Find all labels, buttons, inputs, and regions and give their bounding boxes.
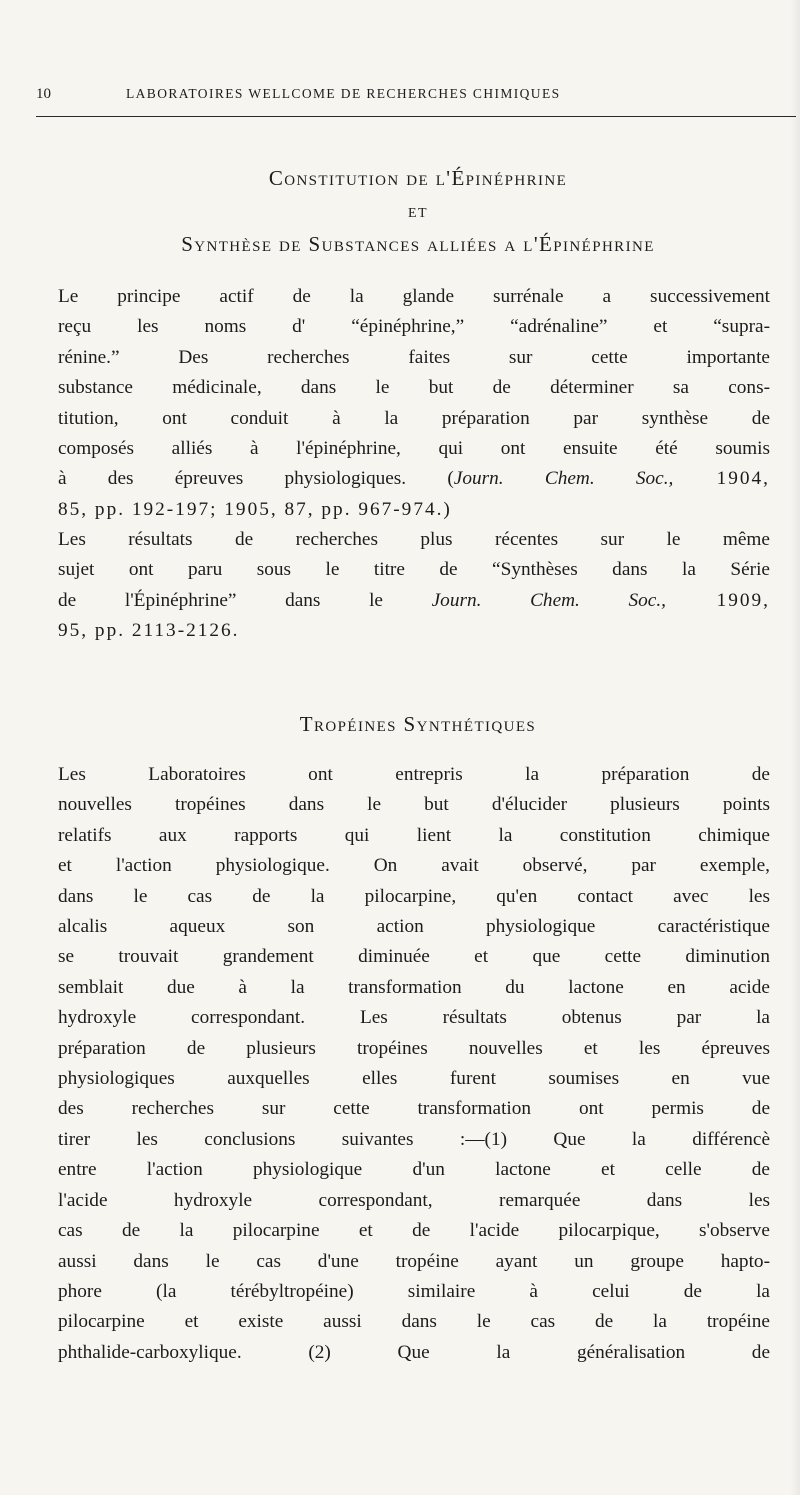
text-fragment: de l'Épinéphrine” dans le (58, 589, 432, 611)
text-line: hydroxyle correspondant. Les résultats obtenus par la (58, 1007, 770, 1029)
text-line: 95, pp. 2113-2126. (58, 620, 240, 642)
text-line: pilocarpine et existe aussi dans le cas de la tropéine (58, 1311, 770, 1333)
text-line: alcalis aqueux son action physiologique caractéristique (58, 916, 770, 938)
paragraph-epinephrine-intro (58, 282, 770, 525)
running-head (36, 86, 766, 103)
text-line: entre l'action physiologique d'un lactone et celle de (58, 1159, 770, 1181)
text-line: semblait due à la transformation du lactone en acide (58, 976, 770, 998)
text-line: Les résultats de recherches plus récentes sur le même (58, 529, 770, 550)
section-title-epinephrine-constitution: Constitution de l'Épinéphrine (268, 166, 568, 190)
text-line: et l'action physiologique. On avait observé, par exemple, (58, 855, 770, 877)
text-line: titution, ont conduit à la préparation par synthèse de (58, 407, 770, 429)
text-line: 85, pp. 192-197; 1905, 87, pp. 967-974.) (58, 498, 452, 520)
text-line: nouvelles tropéines dans le but d'élucider plusieurs points (58, 794, 770, 816)
header-rule (36, 116, 796, 117)
text-line: cas de la pilocarpine et de l'acide pilocarpique, s'observe (58, 1220, 770, 1242)
text-line-with-citation (58, 586, 770, 616)
text-line: l'acide hydroxyle correspondant, remarquée dans les (58, 1189, 770, 1211)
text-line: se trouvait grandement diminuée et que cette diminution (58, 946, 770, 968)
text-line: dans le cas de la pilocarpine, qu'en contact avec les (58, 885, 770, 907)
page-edge-shadow (790, 0, 800, 1495)
text-fragment: à des épreuves physiologiques. ( (58, 468, 454, 490)
text-line: physiologiques auxquelles elles furent soumises en vue (58, 1068, 770, 1090)
text-line: substance médicinale, dans le but de déterminer sa cons- (58, 377, 770, 399)
text-line: tirer les conclusions suivantes :—(1) Que la différencè (58, 1128, 770, 1150)
paragraph-tropeines (58, 760, 770, 1368)
text-line: aussi dans le cas d'une tropéine ayant un groupe hapto- (58, 1250, 770, 1272)
paragraph-epinephrine-recent (58, 525, 770, 647)
text-line: phthalide-carboxylique. (2) Que la généralisation de (58, 1341, 770, 1363)
text-line: préparation de plusieurs tropéines nouvelles et les épreuves (58, 1037, 770, 1059)
text-line: sujet ont paru sous le titre de “Synthèses dans la Série (58, 559, 770, 581)
text-line: relatifs aux rapports qui lient la constitution chimique (58, 824, 770, 846)
text-line: Le principe actif de la glande surrénale a successivement (58, 286, 770, 307)
text-line: des recherches sur cette transformation ont permis de (58, 1098, 770, 1120)
text-line: reçu les noms d' “épinéphrine,” “adrénaline” et “supra- (58, 316, 770, 338)
text-line: Les Laboratoires ont entrepris la préparation de (58, 764, 770, 785)
citation-year: 1909, (665, 589, 771, 611)
section-title-epinephrine-synthesis: Synthèse de Substances alliées a l'Épinéphrine (181, 232, 655, 256)
page-number: 10 (36, 86, 51, 102)
text-line: phore (la térébyltropéine) similaire à celui de la (58, 1280, 770, 1302)
section-title-connector: ET (407, 206, 429, 221)
citation-journal: Journ. Chem. Soc., (453, 468, 674, 490)
citation-journal: Journ. Chem. Soc., (431, 589, 666, 611)
text-line: rénine.” Des recherches faites sur cette importante (58, 346, 770, 368)
section-title-synthetic-tropeines: Tropéines Synthétiques (299, 712, 537, 736)
text-line: composés alliés à l'épinéphrine, qui ont ensuite été soumis (58, 438, 770, 460)
citation-year: 1904, (673, 468, 771, 490)
running-title: LABORATOIRES WELLCOME DE RECHERCHES CHIMIQUES (126, 86, 561, 101)
text-line-with-citation (58, 464, 770, 494)
